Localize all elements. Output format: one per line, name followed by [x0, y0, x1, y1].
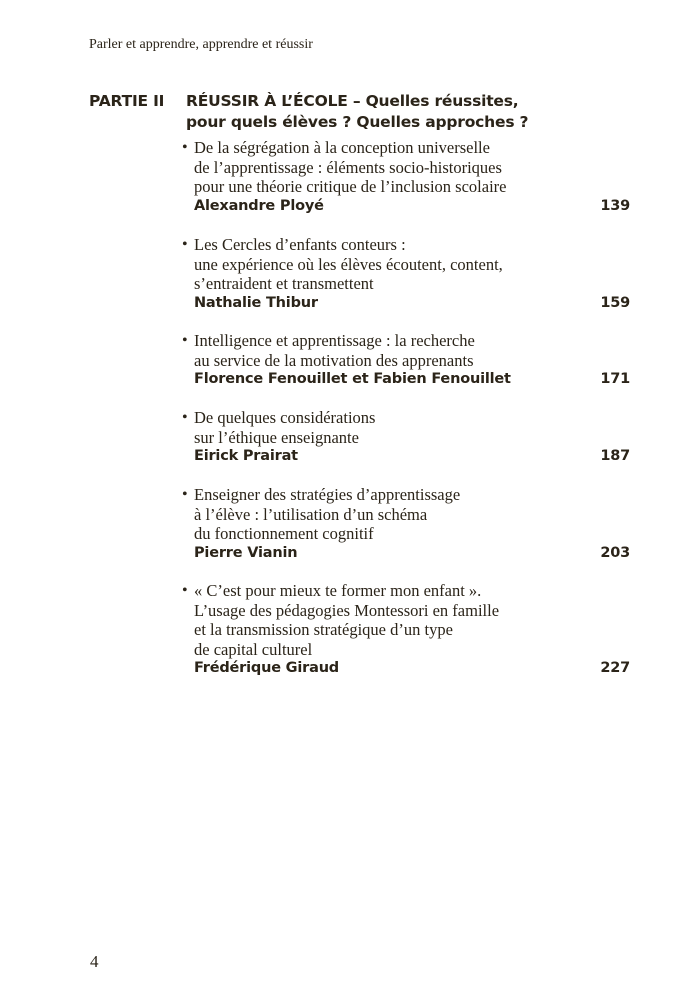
entry-page-number: 171: [600, 371, 630, 387]
entry-title-line: au service de la motivation des apprenants: [194, 350, 474, 370]
entry-page-number: 159: [600, 294, 630, 311]
entry-author: Eirick Prairat: [194, 448, 298, 464]
entry-title-line: à l’élève : l’utilisation d’un schéma: [194, 504, 428, 524]
entry-author: Alexandre Ployé: [194, 197, 324, 214]
entry-page-number: 203: [600, 544, 630, 561]
entry-author: Nathalie Thibur: [194, 294, 318, 311]
toc-entry[interactable]: [182, 408, 630, 467]
toc-entry[interactable]: [182, 581, 630, 679]
entry-title-line: L’usage des pédagogies Montessori en famille: [194, 600, 500, 620]
entry-author-line: [182, 197, 630, 217]
entry-author-line: [182, 370, 630, 390]
entry-author: Florence Fenouillet et Fabien Fenouillet: [194, 371, 511, 387]
entry-author-line: [182, 447, 630, 467]
entry-author: Frédérique Giraud: [194, 660, 339, 676]
part-title-line: pour quels élèves ? Quelles approches ?: [186, 113, 529, 131]
part-title: [186, 91, 528, 133]
toc-entry[interactable]: [182, 138, 630, 216]
entry-title-line: de l’apprentissage : éléments socio-historiques: [194, 157, 502, 177]
entry-author-line: [182, 659, 630, 679]
entry-title-line: s’entraident et transmettent: [194, 274, 374, 293]
entry-title-line: Les Cercles d’enfants conteurs :: [194, 235, 406, 254]
entry-title-line: De quelques considérations: [194, 408, 376, 427]
bullet: •: [182, 486, 188, 503]
bullet: •: [182, 139, 188, 156]
entry-author-line: [182, 544, 630, 564]
entry-title-line: du fonctionnement cognitif: [194, 524, 374, 543]
entry-title-line: sur l’éthique enseignante: [194, 427, 359, 447]
entry-page-number: 139: [600, 197, 630, 214]
bullet: •: [182, 332, 188, 349]
entry-page-number: 227: [600, 660, 630, 676]
entry-author-line: [182, 294, 630, 314]
entry-title-line: et la transmission stratégique d’un type: [194, 620, 453, 639]
entry-title-line: « C’est pour mieux te former mon enfant ».: [194, 581, 482, 600]
page-number: 4: [90, 952, 99, 971]
entry-title-line: Enseigner des stratégies d’apprentissage: [194, 485, 461, 504]
entry-title-line: une expérience où les élèves écoutent, content,: [194, 254, 503, 274]
part-label: PARTIE II: [89, 92, 165, 110]
entry-page-number: 187: [600, 448, 630, 464]
entry-title-line: de capital culturel: [194, 639, 313, 659]
part-title-line: RÉUSSIR À L’ÉCOLE – Quelles réussites,: [186, 92, 519, 110]
bullet: •: [182, 582, 188, 599]
running-head: Parler et apprendre, apprendre et réussir: [89, 37, 313, 52]
entry-author: Pierre Vianin: [194, 544, 298, 561]
toc-entry[interactable]: [182, 331, 630, 390]
bullet: •: [182, 236, 188, 253]
bullet: •: [182, 409, 188, 426]
toc-entry[interactable]: [182, 485, 630, 563]
entry-title-line: De la ségrégation à la conception universelle: [194, 138, 490, 157]
toc-entry[interactable]: [182, 235, 630, 313]
entry-title-line: pour une théorie critique de l’inclusion scolaire: [194, 177, 507, 196]
entry-title-line: Intelligence et apprentissage : la recherche: [194, 331, 475, 350]
